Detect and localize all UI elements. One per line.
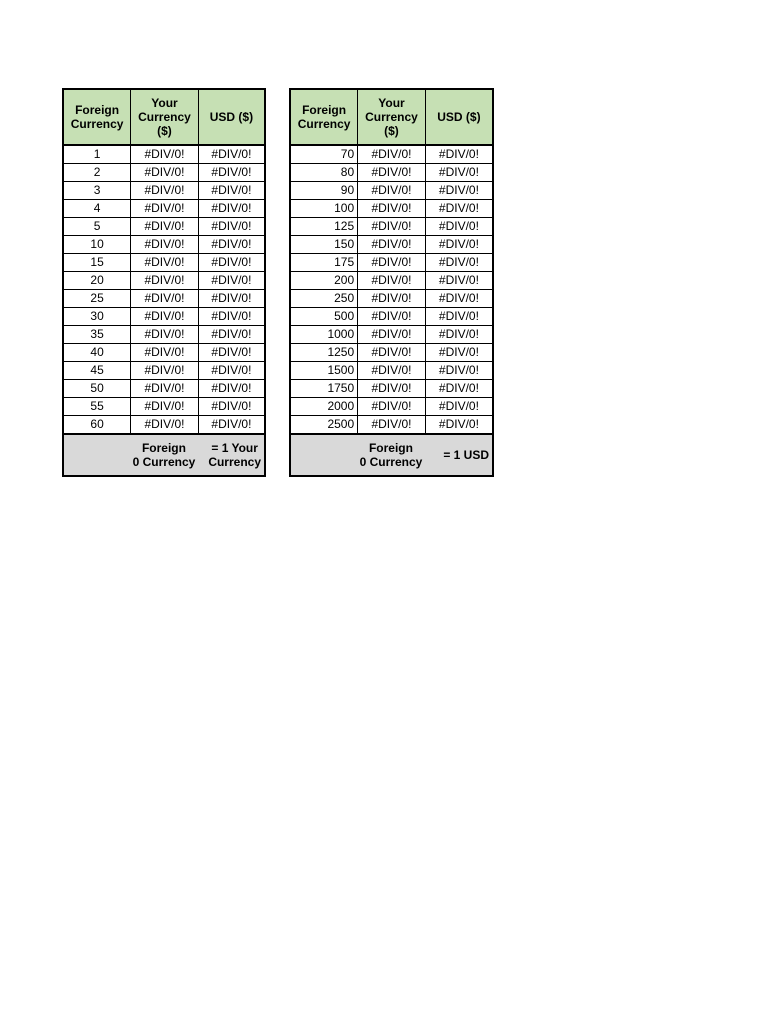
- cell-your-currency: #DIV/0!: [358, 200, 426, 218]
- cell-your-currency: #DIV/0!: [358, 416, 426, 435]
- header-row: [290, 89, 493, 145]
- cell-your-currency: #DIV/0!: [131, 344, 199, 362]
- cell-usd: #DIV/0!: [425, 308, 493, 326]
- cell-foreign-currency: 3: [63, 182, 131, 200]
- cell-your-currency: #DIV/0!: [131, 182, 199, 200]
- cell-usd: #DIV/0!: [425, 416, 493, 435]
- table-row: [63, 416, 265, 435]
- cell-your-currency: #DIV/0!: [358, 308, 426, 326]
- cell-your-currency: #DIV/0!: [131, 326, 199, 344]
- cell-your-currency: #DIV/0!: [358, 254, 426, 272]
- cell-usd: #DIV/0!: [425, 326, 493, 344]
- cell-your-currency: #DIV/0!: [131, 218, 199, 236]
- cell-foreign-currency: 40: [63, 344, 131, 362]
- cell-usd: #DIV/0!: [425, 254, 493, 272]
- cell-foreign-currency: 1750: [290, 380, 358, 398]
- table-body: [290, 145, 493, 434]
- cell-foreign-currency: 250: [290, 290, 358, 308]
- table-row: [290, 236, 493, 254]
- cell-usd: #DIV/0!: [425, 145, 493, 164]
- cell-foreign-currency: 45: [63, 362, 131, 380]
- table-row: [290, 254, 493, 272]
- cell-foreign-currency: 500: [290, 308, 358, 326]
- table-row: [63, 380, 265, 398]
- header-your-currency: Your Currency ($): [131, 89, 199, 145]
- cell-usd: #DIV/0!: [425, 362, 493, 380]
- cell-your-currency: #DIV/0!: [358, 326, 426, 344]
- cell-foreign-currency: 20: [63, 272, 131, 290]
- cell-your-currency: #DIV/0!: [131, 290, 199, 308]
- cell-usd: #DIV/0!: [198, 362, 265, 380]
- cell-your-currency: #DIV/0!: [131, 308, 199, 326]
- cell-foreign-currency: 100: [290, 200, 358, 218]
- header-row: [63, 89, 265, 145]
- cell-your-currency: #DIV/0!: [358, 272, 426, 290]
- cell-usd: #DIV/0!: [198, 272, 265, 290]
- cell-foreign-currency: 15: [63, 254, 131, 272]
- cell-your-currency: #DIV/0!: [358, 344, 426, 362]
- cell-your-currency: #DIV/0!: [131, 254, 199, 272]
- cell-your-currency: #DIV/0!: [358, 145, 426, 164]
- table-body: [63, 145, 265, 434]
- cell-your-currency: #DIV/0!: [358, 236, 426, 254]
- table-row: [290, 272, 493, 290]
- cell-usd: #DIV/0!: [425, 164, 493, 182]
- table-row: [290, 290, 493, 308]
- footer-row: [63, 434, 265, 476]
- cell-foreign-currency: 200: [290, 272, 358, 290]
- cell-foreign-currency: 35: [63, 326, 131, 344]
- cell-usd: #DIV/0!: [198, 290, 265, 308]
- cell-usd: #DIV/0!: [198, 380, 265, 398]
- cell-foreign-currency: 4: [63, 200, 131, 218]
- cell-usd: #DIV/0!: [198, 308, 265, 326]
- cell-foreign-currency: 2500: [290, 416, 358, 435]
- table-row: [63, 344, 265, 362]
- cell-your-currency: #DIV/0!: [131, 416, 199, 435]
- footer-rate-line1: = 1 USD: [443, 448, 489, 462]
- table-row: [63, 254, 265, 272]
- table-row: [290, 344, 493, 362]
- cell-usd: #DIV/0!: [198, 344, 265, 362]
- cell-usd: #DIV/0!: [198, 416, 265, 435]
- cell-your-currency: #DIV/0!: [358, 362, 426, 380]
- footer-line2: 0 Currency: [132, 455, 196, 469]
- cell-foreign-currency: 175: [290, 254, 358, 272]
- cell-usd: #DIV/0!: [198, 200, 265, 218]
- table-row: [63, 308, 265, 326]
- cell-your-currency: #DIV/0!: [358, 164, 426, 182]
- cell-usd: #DIV/0!: [198, 164, 265, 182]
- table-row: [290, 380, 493, 398]
- cell-usd: #DIV/0!: [198, 145, 265, 164]
- cell-usd: #DIV/0!: [198, 326, 265, 344]
- cell-usd: #DIV/0!: [198, 218, 265, 236]
- cell-your-currency: #DIV/0!: [358, 380, 426, 398]
- cell-foreign-currency: 1: [63, 145, 131, 164]
- table-row: [63, 200, 265, 218]
- cell-usd: #DIV/0!: [425, 236, 493, 254]
- cell-usd: #DIV/0!: [198, 182, 265, 200]
- table-row: [290, 308, 493, 326]
- cell-your-currency: #DIV/0!: [358, 398, 426, 416]
- cell-usd: #DIV/0!: [425, 182, 493, 200]
- cell-usd: #DIV/0!: [198, 398, 265, 416]
- table-row: [290, 398, 493, 416]
- cell-foreign-currency: 50: [63, 380, 131, 398]
- cell-foreign-currency: 5: [63, 218, 131, 236]
- footer-row: [290, 434, 493, 476]
- footer-line1: Foreign: [368, 441, 413, 455]
- cell-your-currency: #DIV/0!: [358, 290, 426, 308]
- header-foreign-currency: Foreign Currency: [63, 89, 131, 145]
- cell-your-currency: #DIV/0!: [131, 362, 199, 380]
- table-row: [290, 326, 493, 344]
- cell-foreign-currency: 2: [63, 164, 131, 182]
- cell-foreign-currency: 1500: [290, 362, 358, 380]
- table-row: [63, 362, 265, 380]
- cell-your-currency: #DIV/0!: [131, 200, 199, 218]
- table-row: [63, 145, 265, 164]
- cell-foreign-currency: 125: [290, 218, 358, 236]
- cell-usd: #DIV/0!: [425, 344, 493, 362]
- cell-foreign-currency: 90: [290, 182, 358, 200]
- cell-foreign-currency: 30: [63, 308, 131, 326]
- conversion-table-right: [289, 88, 494, 477]
- cell-foreign-currency: 60: [63, 416, 131, 435]
- cell-foreign-currency: 1250: [290, 344, 358, 362]
- table-row: [63, 398, 265, 416]
- table-row: [63, 164, 265, 182]
- footer-rate: [425, 434, 493, 476]
- cell-your-currency: #DIV/0!: [358, 182, 426, 200]
- cell-your-currency: #DIV/0!: [131, 272, 199, 290]
- cell-foreign-currency: 2000: [290, 398, 358, 416]
- footer-rate-line1: = 1 Your: [211, 441, 258, 455]
- cell-your-currency: #DIV/0!: [131, 236, 199, 254]
- table-row: [63, 236, 265, 254]
- cell-usd: #DIV/0!: [198, 254, 265, 272]
- table-row: [290, 362, 493, 380]
- cell-your-currency: #DIV/0!: [131, 164, 199, 182]
- cell-your-currency: #DIV/0!: [131, 398, 199, 416]
- cell-foreign-currency: 10: [63, 236, 131, 254]
- cell-usd: #DIV/0!: [425, 200, 493, 218]
- cell-usd: #DIV/0!: [425, 290, 493, 308]
- cell-usd: #DIV/0!: [425, 380, 493, 398]
- header-usd: USD ($): [425, 89, 493, 145]
- cell-foreign-currency: 80: [290, 164, 358, 182]
- header-foreign-currency: Foreign Currency: [290, 89, 358, 145]
- cell-usd: #DIV/0!: [198, 236, 265, 254]
- table-row: [63, 272, 265, 290]
- footer-rate: [198, 434, 265, 476]
- cell-usd: #DIV/0!: [425, 398, 493, 416]
- table-row: [290, 200, 493, 218]
- table-row: [63, 182, 265, 200]
- cell-foreign-currency: 150: [290, 236, 358, 254]
- cell-foreign-currency: 55: [63, 398, 131, 416]
- footer-line2: 0 Currency: [359, 455, 423, 469]
- table-row: [63, 290, 265, 308]
- cell-your-currency: #DIV/0!: [131, 380, 199, 398]
- cell-usd: #DIV/0!: [425, 272, 493, 290]
- table-row: [290, 182, 493, 200]
- header-usd: USD ($): [198, 89, 265, 145]
- table-row: [63, 218, 265, 236]
- footer-line1: Foreign: [141, 441, 186, 455]
- table-row: [290, 416, 493, 435]
- table-row: [290, 218, 493, 236]
- header-your-currency: Your Currency ($): [358, 89, 426, 145]
- cell-foreign-currency: 25: [63, 290, 131, 308]
- footer-rate-line2: Currency: [208, 455, 261, 469]
- conversion-table-left: [62, 88, 266, 477]
- cell-your-currency: #DIV/0!: [358, 218, 426, 236]
- table-row: [290, 164, 493, 182]
- table-row: [290, 145, 493, 164]
- table-row: [63, 326, 265, 344]
- footer-foreign-label: [63, 434, 198, 476]
- cell-foreign-currency: 1000: [290, 326, 358, 344]
- cell-foreign-currency: 70: [290, 145, 358, 164]
- cell-usd: #DIV/0!: [425, 218, 493, 236]
- cell-your-currency: #DIV/0!: [131, 145, 199, 164]
- footer-foreign-label: [290, 434, 425, 476]
